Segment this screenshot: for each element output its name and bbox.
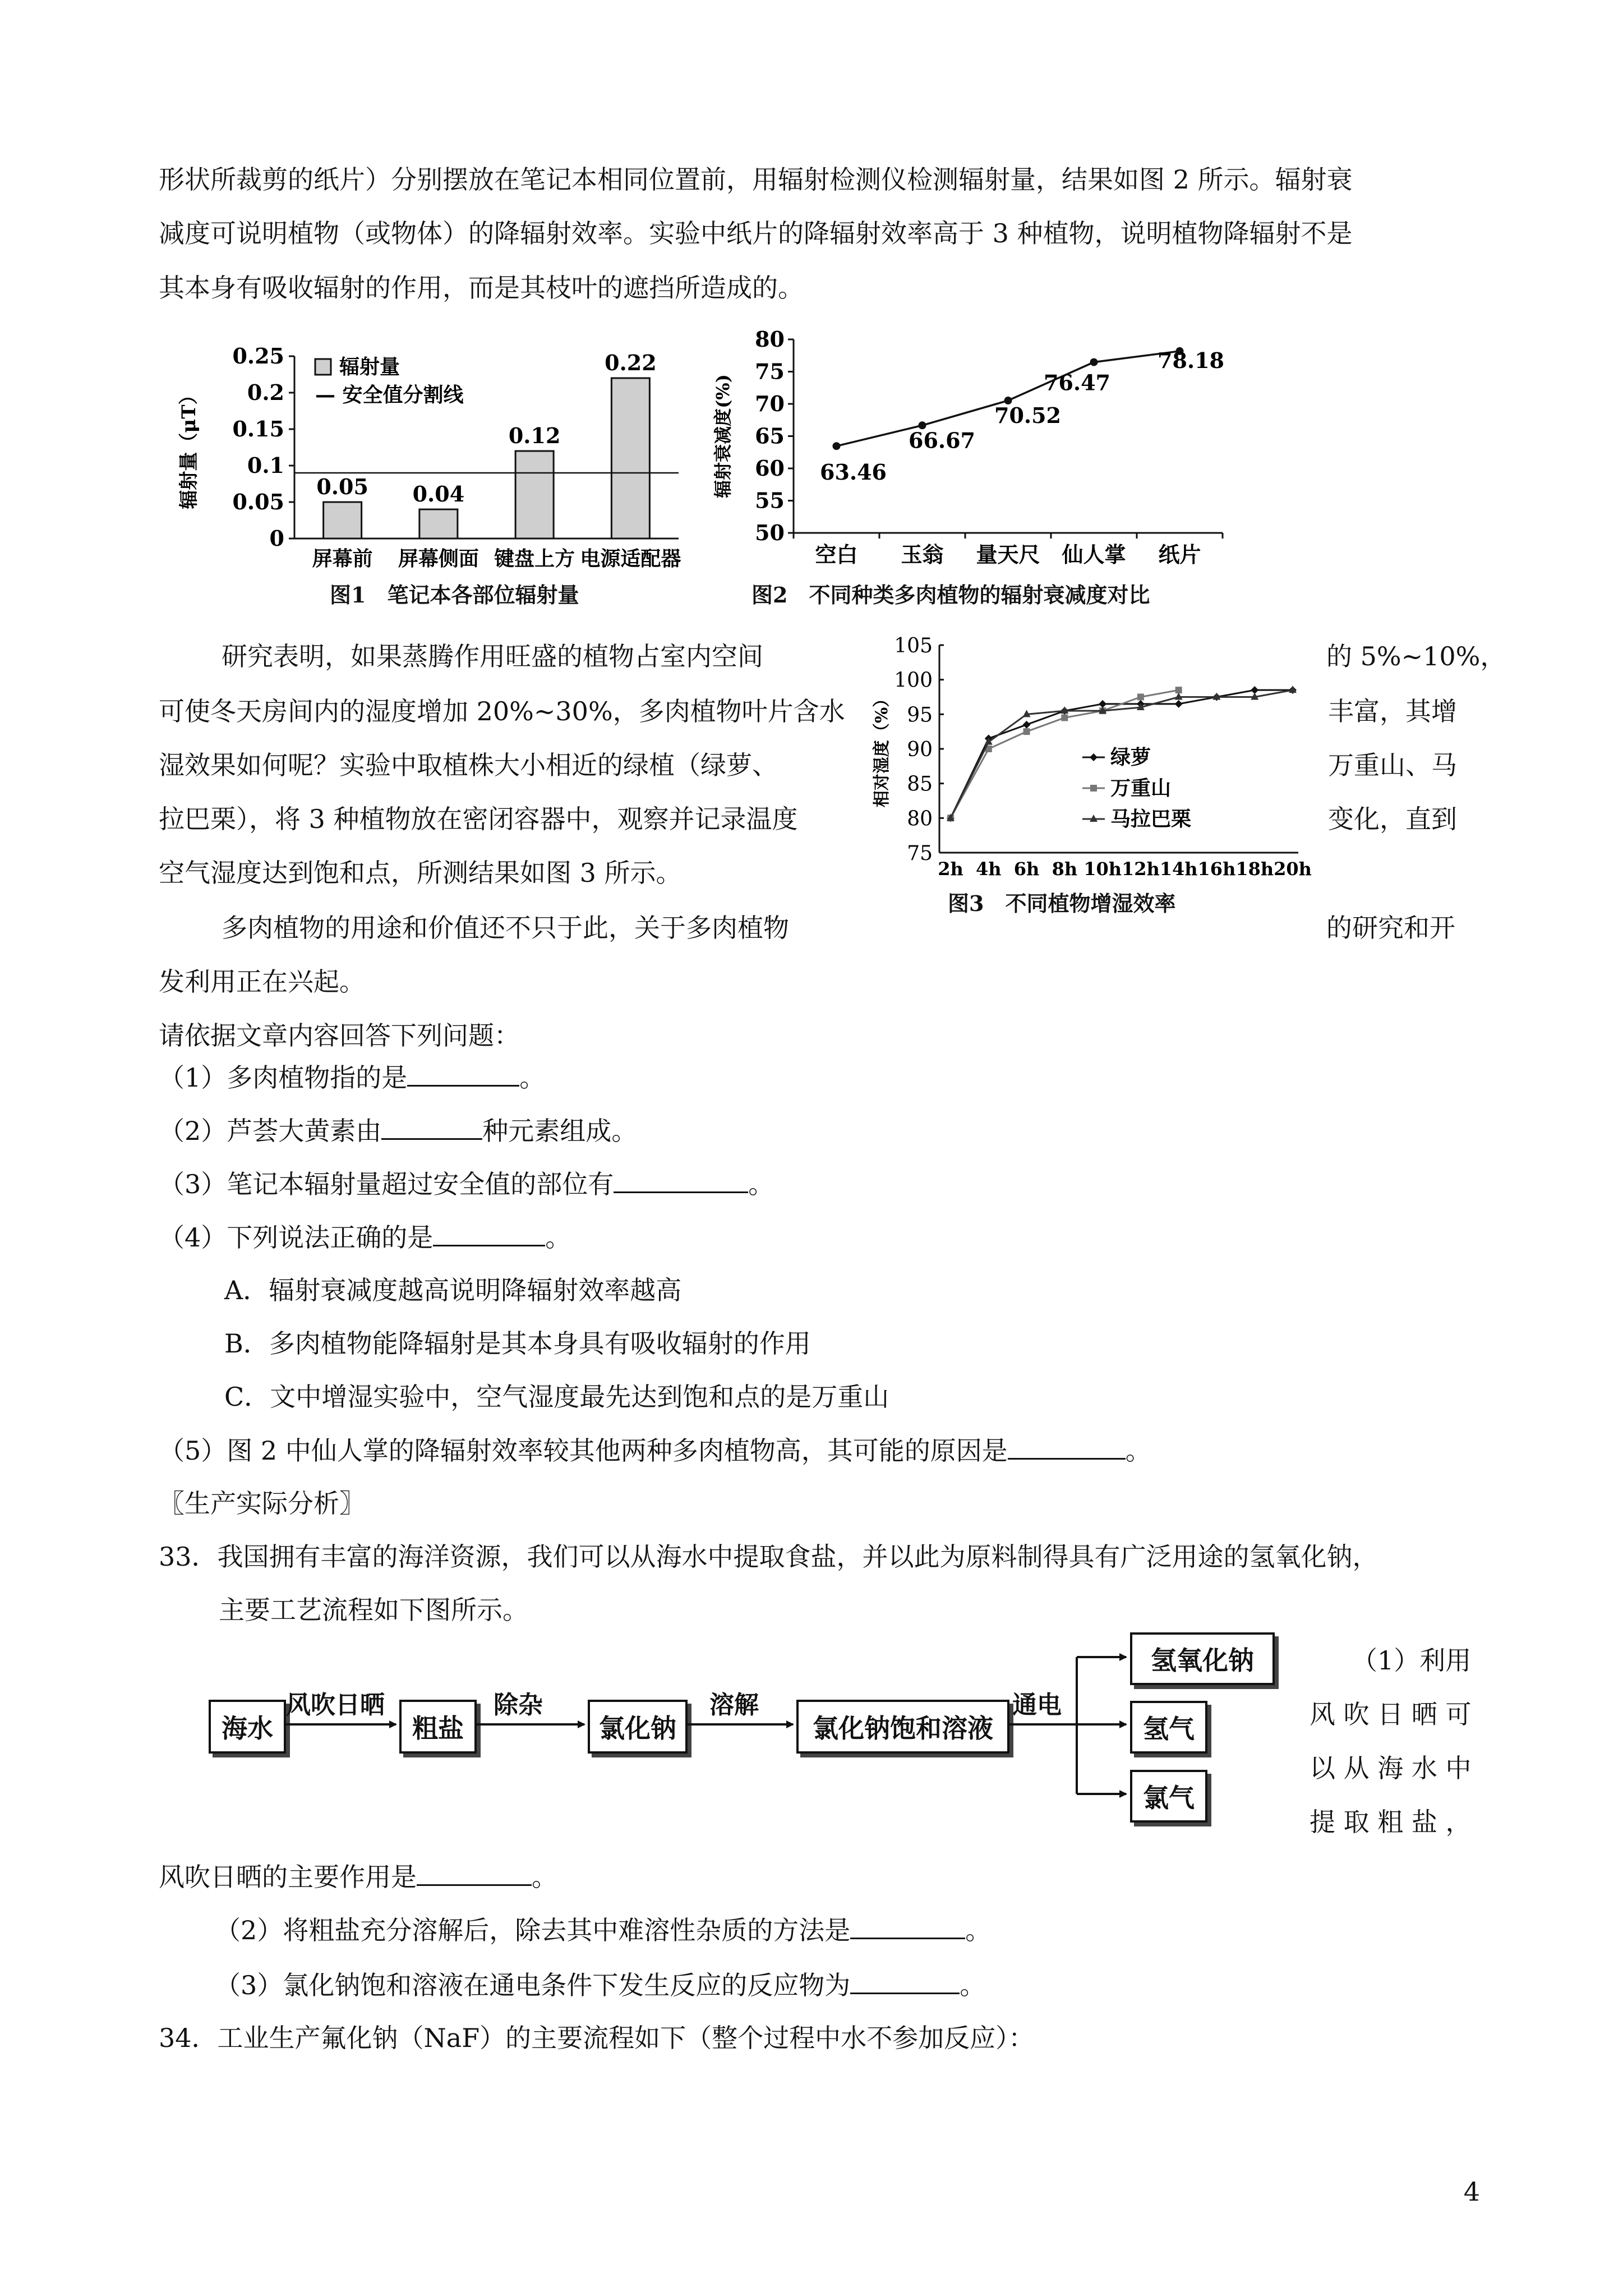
x-tick-label: 16h: [1197, 858, 1236, 880]
x-tick-label: 屏幕前: [312, 547, 373, 570]
y-tick-label: 85: [907, 772, 933, 796]
flow-box-chlorine: 氯气: [1130, 1770, 1207, 1823]
option-b: B．多肉植物能降辐射是其本身具有吸收辐射的作用: [224, 1328, 811, 1359]
legend-marker: [1090, 785, 1097, 792]
arrow-label-wind-sun: 风吹日晒: [286, 1691, 385, 1719]
question-1: （1）多肉植物指的是 。: [159, 1060, 545, 1094]
data-point: [1090, 358, 1098, 366]
answer-blank[interactable]: [381, 1114, 482, 1140]
data-point: [833, 442, 841, 450]
y-tick-label: 105: [894, 634, 933, 657]
q33-question-1: 风吹日晒的主要作用是 。: [159, 1860, 557, 1894]
questions-prompt: 请依据文章内容回答下列问题：: [159, 1020, 520, 1051]
intro-line-3: 其本身有吸收辐射的作用，而是其枝叶的遮挡所造成的。: [159, 273, 804, 303]
flow-box-saturated-solution: 氯化钠饱和溶液: [796, 1700, 1009, 1754]
q33-side-2: 风 吹 日 晒 可: [1310, 1699, 1472, 1729]
question-3: （3）笔记本辐射量超过安全值的部位有 。: [159, 1167, 774, 1201]
x-tick-label: 4h: [976, 858, 1002, 880]
x-tick-label: 20h: [1274, 858, 1312, 880]
study-line-3a: 湿效果如何呢？实验中取植株大小相近的绿植（绿萝、: [159, 750, 778, 780]
y-tick-label: 0.05: [232, 489, 284, 514]
data-point: [1175, 687, 1182, 693]
question-4: （4）下列说法正确的是 。: [159, 1220, 571, 1254]
figure-2-line-chart: [712, 328, 1239, 569]
arrow-label-dissolve: 溶解: [709, 1691, 759, 1719]
legend-label: 万重山: [1110, 776, 1172, 800]
section-header: 〖生产实际分析〗: [159, 1488, 365, 1519]
flow-box-crude-salt: 粗盐: [399, 1700, 477, 1754]
answer-blank[interactable]: [850, 1913, 965, 1939]
q33-side-4: 提 取 粗 盐 ，: [1310, 1807, 1472, 1837]
bar: [611, 378, 649, 539]
study-line-2b: 丰富，其增: [1328, 696, 1457, 726]
y-tick-label: 90: [907, 738, 933, 761]
bar-value-label: 0.12: [508, 423, 561, 448]
y-tick-label: 0.1: [247, 453, 284, 478]
y-tick-label: 55: [755, 487, 785, 513]
arrow-label-electrolysis: 通电: [1012, 1691, 1062, 1719]
q33-line-2: 主要工艺流程如下图所示。: [219, 1595, 528, 1625]
legend-label: 马拉巴栗: [1110, 807, 1192, 831]
y-tick-label: 0.25: [232, 343, 284, 369]
study-line-2a: 可使冬天房间内的湿度增加 20%~30%，多肉植物叶片含水: [159, 696, 845, 726]
data-point: [1137, 694, 1144, 701]
x-tick-label: 2h: [938, 858, 963, 880]
data-point: [1061, 715, 1068, 721]
y-tick-label: 65: [755, 423, 785, 449]
answer-blank[interactable]: [1008, 1433, 1126, 1460]
x-tick-label: 14h: [1159, 858, 1198, 880]
option-c: C．文中增湿实验中，空气湿度最先达到饱和点的是万重山: [224, 1382, 889, 1412]
study-line-4a: 拉巴栗），将 3 种植物放在密闭容器中，观察并记录温度: [159, 804, 798, 834]
intro-line-2: 减度可说明植物（或物体）的降辐射效率。实验中纸片的降辐射效率高于 3 种植物，说明植物降辐射不是: [159, 218, 1353, 249]
answer-blank[interactable]: [407, 1060, 519, 1087]
study-line-6b: 的研究和开: [1326, 913, 1455, 943]
figure-2-caption: 图2 不同种类多肉植物的辐射衰减度对比: [751, 582, 1150, 608]
answer-blank[interactable]: [417, 1860, 532, 1886]
bar: [515, 451, 554, 539]
option-a: A．辐射衰减度越高说明降辐射效率越高: [224, 1275, 682, 1305]
y-axis-label: 相对湿度（%）: [872, 690, 892, 808]
x-tick-label: 仙人掌: [1062, 542, 1126, 567]
q34-line: 34．工业生产氟化钠（NaF）的主要流程如下（整个过程中水不参加反应）：: [159, 2023, 1035, 2053]
y-tick-label: 0: [269, 526, 284, 551]
y-tick-label: 80: [755, 326, 785, 352]
figure-1-bar-chart: [168, 331, 707, 570]
legend-line-label: — 安全值分割线: [315, 383, 464, 407]
q33-question-3: （3）氯化钠饱和溶液在通电条件下发生反应的反应物为 。: [215, 1968, 985, 2002]
y-tick-label: 75: [755, 358, 785, 384]
legend-marker: [1090, 753, 1098, 761]
intro-line-1: 形状所裁剪的纸片）分别摆放在笔记本相同位置前，用辐射检测仪检测辐射量，结果如图 2 所示。辐射衰: [159, 164, 1353, 195]
data-point: [1023, 728, 1030, 735]
legend-bar-swatch: [315, 359, 331, 375]
y-tick-label: 75: [907, 842, 933, 865]
y-tick-label: 95: [907, 703, 933, 727]
x-tick-label: 8h: [1052, 858, 1078, 880]
data-label: 70.52: [994, 403, 1061, 429]
flow-box-naoh: 氢氧化钠: [1130, 1632, 1275, 1685]
study-line-3b: 万重山、马: [1328, 750, 1457, 780]
x-tick-label: 电源适配器: [580, 547, 681, 570]
flow-box-seawater: 海水: [209, 1700, 286, 1754]
bar-value-label: 0.05: [316, 474, 368, 499]
y-tick-label: 100: [894, 669, 933, 692]
x-tick-label: 12h: [1121, 858, 1160, 880]
x-tick-label: 6h: [1013, 858, 1040, 880]
y-tick-label: 50: [755, 520, 785, 545]
flow-box-hydrogen: 氢气: [1130, 1701, 1207, 1754]
data-label: 78.18: [1158, 347, 1224, 373]
y-tick-label: 0.15: [232, 416, 284, 441]
flow-box-nacl: 氯化钠: [588, 1700, 688, 1754]
y-axis-label: 辐射衰减度(%): [712, 374, 734, 498]
study-line-5a: 空气湿度达到饱和点，所测结果如图 3 所示。: [159, 858, 682, 888]
y-tick-label: 70: [755, 391, 785, 416]
y-tick-label: 0.2: [247, 380, 284, 405]
data-label: 66.67: [909, 427, 975, 453]
q33-side-1: （1）利用: [1352, 1645, 1472, 1676]
x-tick-label: 玉翁: [901, 542, 944, 567]
data-label: 63.46: [820, 459, 887, 485]
study-line-1a: 研究表明，如果蒸腾作用旺盛的植物占室内空间: [222, 641, 763, 671]
x-tick-label: 键盘上方: [494, 547, 575, 570]
study-line-1b: 的 5%~10%，: [1326, 641, 1506, 671]
q33-line-1: 33．我国拥有丰富的海洋资源，我们可以从海水中提取食盐，并以此为原料制得具有广泛用途的氢氧化钠，: [159, 1542, 1378, 1572]
answer-blank[interactable]: [614, 1167, 748, 1193]
study-line-4b: 变化，直到: [1328, 804, 1457, 834]
study-line-6a: 多肉植物的用途和价值还不只于此，关于多肉植物: [222, 913, 789, 943]
y-tick-label: 60: [755, 455, 785, 481]
answer-blank[interactable]: [850, 1968, 960, 1994]
legend-label: 绿萝: [1110, 746, 1151, 769]
x-tick-label: 空白: [815, 542, 858, 567]
y-tick-label: 80: [907, 807, 933, 831]
x-tick-label: 量天尺: [976, 542, 1040, 567]
figure-3-line-chart: [872, 634, 1312, 903]
answer-blank[interactable]: [433, 1220, 545, 1246]
figure-1-caption: 图1 笔记本各部位辐射量: [330, 582, 579, 608]
question-2: （2）芦荟大黄素由 种元素组成。: [159, 1114, 637, 1148]
question-5: （5）图 2 中仙人掌的降辐射效率较其他两种多肉植物高，其可能的原因是 。: [159, 1433, 1151, 1467]
x-tick-label: 10h: [1083, 858, 1122, 880]
q33-question-2: （2）将粗盐充分溶解后，除去其中难溶性杂质的方法是 。: [215, 1913, 991, 1947]
x-tick-label: 纸片: [1158, 542, 1201, 567]
legend-bar-label: 辐射量: [339, 355, 400, 379]
x-tick-label: 屏幕侧面: [398, 547, 479, 570]
data-point: [1175, 700, 1183, 708]
page-number: 4: [1463, 2177, 1480, 2207]
data-point: [1023, 721, 1031, 729]
data-label: 76.47: [1044, 370, 1110, 395]
arrow-label-purify: 除杂: [494, 1691, 543, 1719]
bar: [324, 502, 362, 539]
bar-value-label: 0.22: [605, 350, 657, 375]
bar-value-label: 0.04: [412, 481, 465, 507]
x-tick-label: 18h: [1235, 858, 1274, 880]
q33-side-3: 以 从 海 水 中: [1310, 1753, 1472, 1783]
figure-3-caption: 图3 不同植物增湿效率: [948, 891, 1176, 916]
y-axis-label: 辐射量（μT）: [178, 385, 200, 509]
bar: [419, 509, 458, 539]
study-line-7a: 发利用正在兴起。: [159, 967, 365, 997]
